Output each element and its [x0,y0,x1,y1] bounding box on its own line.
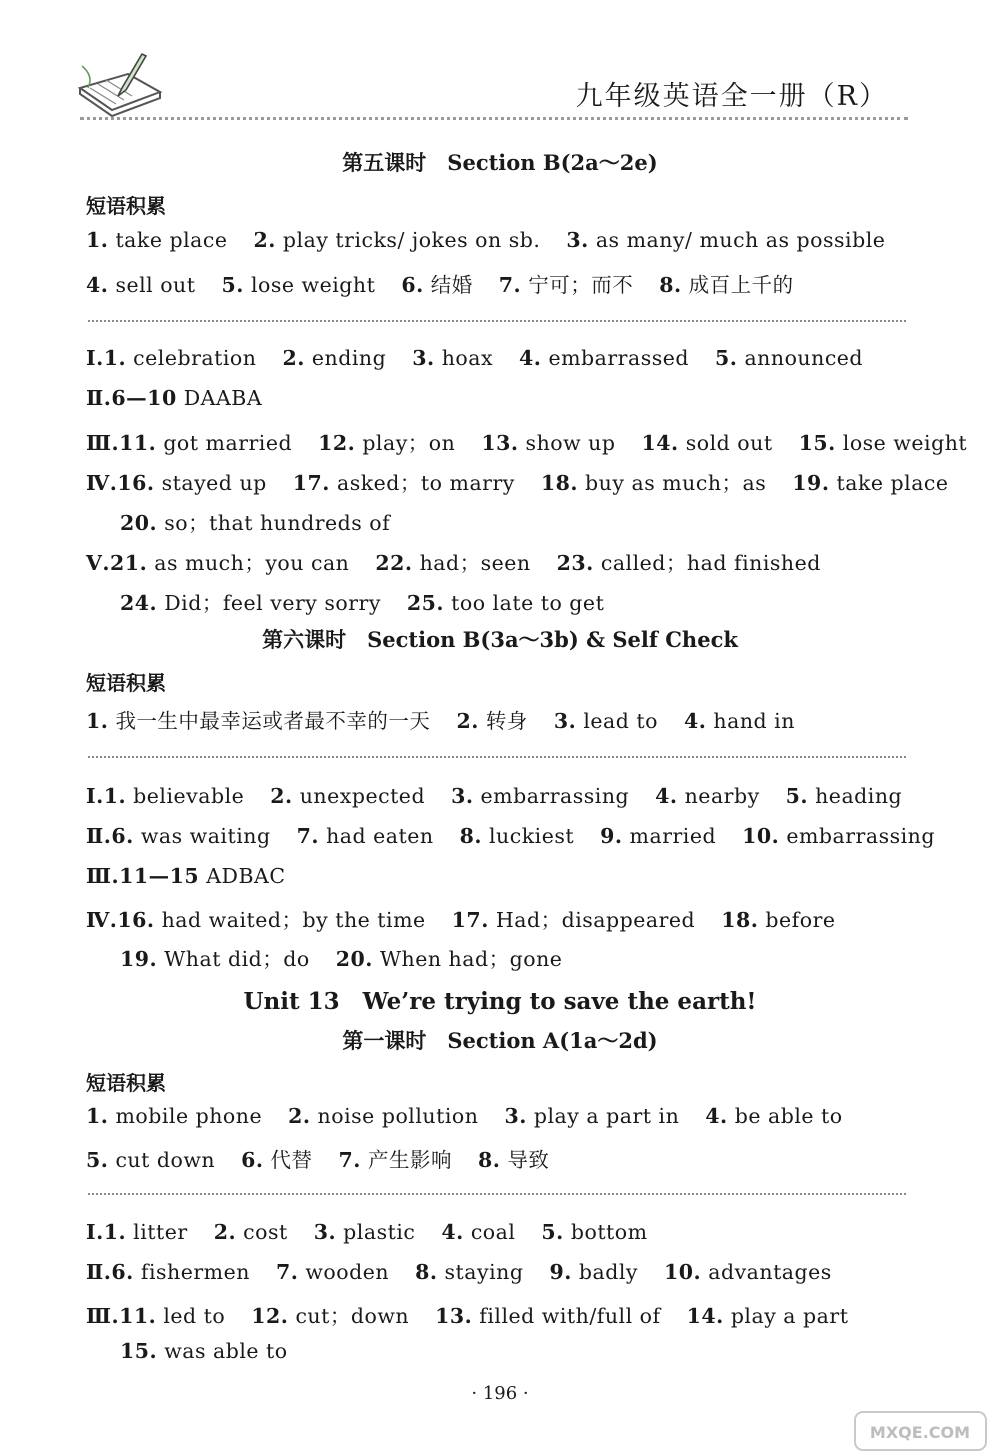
roman-numeral: Ⅱ. [86,1260,112,1284]
answer-item [111,1260,250,1284]
section-title: 第五课时 Section B(2a～2e) [342,150,658,175]
roman-numeral: Ⅴ. [86,551,111,575]
answer-item [401,273,472,297]
item-text: embarrassing [480,784,630,808]
answer-item [504,1104,679,1128]
item-text: embarrassing [786,824,935,848]
answer-item [119,864,285,888]
item-text: bottom [570,1220,648,1244]
phrase-line [86,1104,869,1128]
roman-numeral: Ⅰ. [86,346,104,370]
answer-item [111,386,262,410]
answer-item [460,824,575,848]
exercise-line [86,903,862,933]
item-number: 1. [103,784,127,808]
item-number: 2. [270,784,293,808]
answer-item [687,1304,849,1328]
phrase-label: 短语积累 [86,194,166,218]
item-text: sell out [115,273,196,297]
answer-item [557,551,821,575]
answer-item [270,784,425,808]
item-text: stayed up [161,471,267,495]
exercise-line [86,864,312,888]
item-number: 23. [556,551,594,575]
item-number: 8. [459,824,482,848]
item-text: cut down [115,1148,216,1172]
item-number: 6. [401,273,424,297]
roman-numeral: Ⅲ. [86,431,120,455]
exercise-line [120,586,630,616]
item-number: 5. [715,346,738,370]
item-text: had；seen [419,551,531,575]
exercise-line [120,942,588,972]
item-number: 18. [540,471,579,495]
item-number: 2. [456,709,479,733]
book-title: 九年级英语全一册（R） [575,81,888,112]
answer-item [104,1220,188,1244]
item-number: 22. [375,551,413,575]
item-number: 3. [451,784,474,808]
item-number: 15. [120,1339,158,1363]
item-number: 3. [313,1220,337,1244]
answer-item [375,551,530,575]
item-text: celebration [133,346,257,370]
answer-item [792,471,948,495]
item-number: 14. [686,1304,724,1328]
item-text: Had；disappeared [495,908,696,932]
item-text: as much；you can [154,551,350,575]
item-number: 4. [705,1104,728,1128]
answer-item [288,1104,478,1128]
answer-item [742,824,935,848]
item-text: luckiest [489,824,575,848]
item-number: 4. [86,273,109,297]
exercise-line [86,1260,858,1284]
item-text: called；had finished [600,551,821,575]
item-number: 10. [664,1260,702,1284]
item-text: coal [470,1220,516,1244]
item-number: 11—15 [119,864,200,888]
dotted-divider [88,756,906,758]
answer-item [336,947,563,971]
answer-item [297,824,434,848]
item-text: 宁可；而不 [528,273,634,297]
exercise-line [86,1220,674,1244]
item-text: led to [163,1304,226,1328]
item-text: play a part in [533,1104,680,1128]
item-number: 17. [451,908,489,932]
answer-item [111,824,270,848]
item-number: 19. [120,947,158,971]
exercise-line [86,426,993,456]
item-text: heading [815,784,903,808]
item-text: 我一生中最幸运或者最不幸的一天 [115,709,431,733]
item-text: sold out [685,431,773,455]
answer-item [251,1304,409,1328]
phrase-line [86,228,911,252]
item-number: 6—10 [111,386,177,410]
section-title: 第六课时 Section B(3a～3b) & Self Check [262,627,738,652]
item-number: 25. [406,591,445,615]
item-number: 20. [120,511,158,535]
item-text: hoax [441,346,494,370]
answer-item [276,1260,389,1284]
item-number: 4. [655,784,678,808]
item-text: take place [836,471,949,495]
item-number: 21. [110,551,148,575]
item-text: be able to [734,1104,843,1128]
dotted-divider [88,320,906,322]
item-number: 4. [441,1220,464,1244]
exercise-line [120,506,416,536]
answer-item [86,1104,262,1128]
answer-item [104,784,245,808]
item-number: 9. [600,824,623,848]
item-text: play；on [362,431,456,455]
roman-numeral: Ⅳ. [86,908,118,932]
item-text: cost [243,1220,288,1244]
phrase-line [86,704,821,734]
exercise-line [86,1299,874,1329]
item-text: ending [311,346,387,370]
answer-item [104,346,257,370]
item-text: hand in [713,709,795,733]
roman-numeral: Ⅳ. [86,471,118,495]
roman-numeral: Ⅱ. [86,824,112,848]
answer-item [600,824,716,848]
item-number: 24. [120,591,158,615]
answer-item [282,346,386,370]
exercise-line [86,346,889,370]
answer-item [554,709,658,733]
item-text: got married [163,431,293,455]
answer-item [684,709,795,733]
item-number: 12. [318,431,356,455]
exercise-line [86,466,975,496]
item-number: 2. [288,1104,311,1128]
answer-item [519,346,689,370]
answer-item [241,1148,312,1172]
roman-numeral: Ⅰ. [86,784,104,808]
answer-item [664,1260,832,1284]
item-number: 7. [498,273,522,297]
item-text: When had；gone [379,947,563,971]
header-divider [80,117,908,120]
item-text: 导致 [507,1148,550,1172]
item-number: 6. [111,824,134,848]
answer-item [214,1220,288,1244]
item-number: 3. [504,1104,527,1128]
answer-item [541,471,766,495]
item-number: 9. [549,1260,572,1284]
answer-item [799,431,968,455]
answer-item [721,908,835,932]
answer-item [86,273,196,297]
item-text: embarrassed [548,346,689,370]
item-number: 8. [659,273,682,297]
item-number: 6. [111,1260,134,1284]
item-number: 5. [221,273,244,297]
item-text: badly [578,1260,639,1284]
item-text: lead to [583,709,658,733]
item-text: was able to [164,1339,288,1363]
item-number: 17. [292,471,330,495]
item-number: 14. [641,431,679,455]
item-text: wooden [305,1260,390,1284]
item-number: 20. [335,947,373,971]
answer-item [451,784,629,808]
phrase-label: 短语积累 [86,671,166,695]
item-number: 13. [435,1304,473,1328]
item-text: DAABA [183,386,263,410]
item-text: mobile phone [115,1104,263,1128]
answer-item [412,346,493,370]
item-number: 5. [86,1148,109,1172]
phrase-line [86,268,820,298]
answer-item [456,709,527,733]
item-text: litter [133,1220,188,1244]
item-text: so；that hundreds of [164,511,391,535]
answer-item [481,431,615,455]
item-text: 代替 [270,1148,313,1172]
exercise-line [86,546,847,576]
item-number: 16. [117,908,155,932]
item-text: cut；down [295,1304,410,1328]
item-number: 5. [785,784,809,808]
item-number: 7. [275,1260,299,1284]
answer-item [86,1148,215,1172]
roman-numeral: Ⅱ. [86,386,112,410]
item-text: What did；do [164,947,310,971]
item-number: 8. [415,1260,438,1284]
answer-item [435,1304,661,1328]
item-number: 1. [86,709,109,733]
answer-item [705,1104,842,1128]
item-number: 2. [253,228,276,252]
answer-item [659,273,793,297]
exercise-line [120,1339,314,1363]
item-text: lose weight [250,273,376,297]
answer-item [642,431,773,455]
answer-item [441,1220,515,1244]
answer-item [86,228,227,252]
item-number: 6. [241,1148,264,1172]
answer-item [407,591,604,615]
answer-item [655,784,760,808]
pencil-notebook-icon [72,48,164,118]
item-text: had eaten [326,824,434,848]
item-number: 19. [792,471,830,495]
answer-item [339,1148,452,1172]
item-number: 4. [683,709,707,733]
item-text: advantages [708,1260,832,1284]
answer-item [293,471,515,495]
answer-item [786,784,903,808]
page-number: · 196 · [471,1383,529,1404]
item-number: 7. [338,1148,361,1172]
item-text: 成百上千的 [688,273,794,297]
item-text: buy as much；as [585,471,767,495]
answer-item [222,273,376,297]
item-text: married [629,824,717,848]
item-number: 12. [251,1304,289,1328]
item-text: take place [115,228,228,252]
item-text: filled with/full of [479,1304,661,1328]
answer-item [86,709,430,733]
item-text: ADBAC [206,864,286,888]
exercise-line [86,386,288,410]
item-text: play a part [730,1304,849,1328]
item-number: 16. [117,471,155,495]
item-number: 3. [566,228,589,252]
item-number: 1. [103,1220,127,1244]
item-number: 1. [86,1104,109,1128]
answer-item [452,908,696,932]
item-text: believable [133,784,245,808]
item-number: 5. [541,1220,564,1244]
item-text: plastic [343,1220,416,1244]
item-number: 8. [477,1148,501,1172]
item-number: 3. [412,346,435,370]
item-text: 产生影响 [367,1148,452,1172]
answer-item [318,431,455,455]
dotted-divider [88,1193,906,1195]
svg-text:MXQE.COM: MXQE.COM [869,1423,971,1442]
item-text: before [765,908,836,932]
answer-item [117,471,266,495]
phrase-line [86,1143,575,1173]
exercise-line [86,784,928,808]
answer-item [120,1339,288,1363]
item-text: asked；to marry [336,471,515,495]
item-text: play tricks/ jokes on sb. [282,228,541,252]
item-number: 1. [86,228,109,252]
item-number: 7. [296,824,320,848]
answer-item [314,1220,416,1244]
roman-numeral: Ⅰ. [86,1220,104,1244]
answer-item [541,1220,647,1244]
item-text: was waiting [140,824,271,848]
item-text: unexpected [299,784,426,808]
item-text: 结婚 [430,273,473,297]
exercise-line [86,824,961,848]
item-number: 3. [553,709,577,733]
answer-item [566,228,885,252]
section-title: 第一课时 Section A(1a～2d) [342,1028,658,1053]
item-text: fishermen [140,1260,250,1284]
answer-item [499,273,633,297]
item-text: Did；feel very sorry [164,591,381,615]
roman-numeral: Ⅲ. [86,1304,120,1328]
item-number: 11. [119,431,157,455]
answer-item [119,1304,225,1328]
item-number: 2. [213,1220,237,1244]
item-number: 10. [742,824,780,848]
item-text: 转身 [485,709,528,733]
roman-numeral: Ⅲ. [86,864,120,888]
unit-title: Unit 13 We’re trying to save the earth! [243,988,757,1015]
item-number: 18. [721,908,759,932]
answer-item [120,947,310,971]
watermark-logo [853,1410,988,1452]
item-text: too late to get [451,591,605,615]
item-text: announced [744,346,864,370]
item-number: 13. [481,431,519,455]
item-text: as many/ much as possible [595,228,886,252]
answer-item [478,1148,549,1172]
answer-item [715,346,863,370]
answer-item [120,511,390,535]
item-text: lose weight [842,431,968,455]
answer-item [120,591,381,615]
item-number: 4. [519,346,542,370]
answer-item [549,1260,638,1284]
item-number: 11. [119,1304,157,1328]
answer-item [119,431,292,455]
item-text: noise pollution [317,1104,479,1128]
phrase-label: 短语积累 [86,1071,166,1095]
item-number: 2. [282,346,305,370]
answer-item [110,551,349,575]
answer-item [253,228,540,252]
item-text: show up [525,431,616,455]
answer-item [117,908,425,932]
item-text: nearby [684,784,760,808]
answer-item [415,1260,523,1284]
item-number: 1. [103,346,127,370]
item-number: 15. [798,431,836,455]
item-text: had waited；by the time [161,908,426,932]
item-text: staying [444,1260,524,1284]
